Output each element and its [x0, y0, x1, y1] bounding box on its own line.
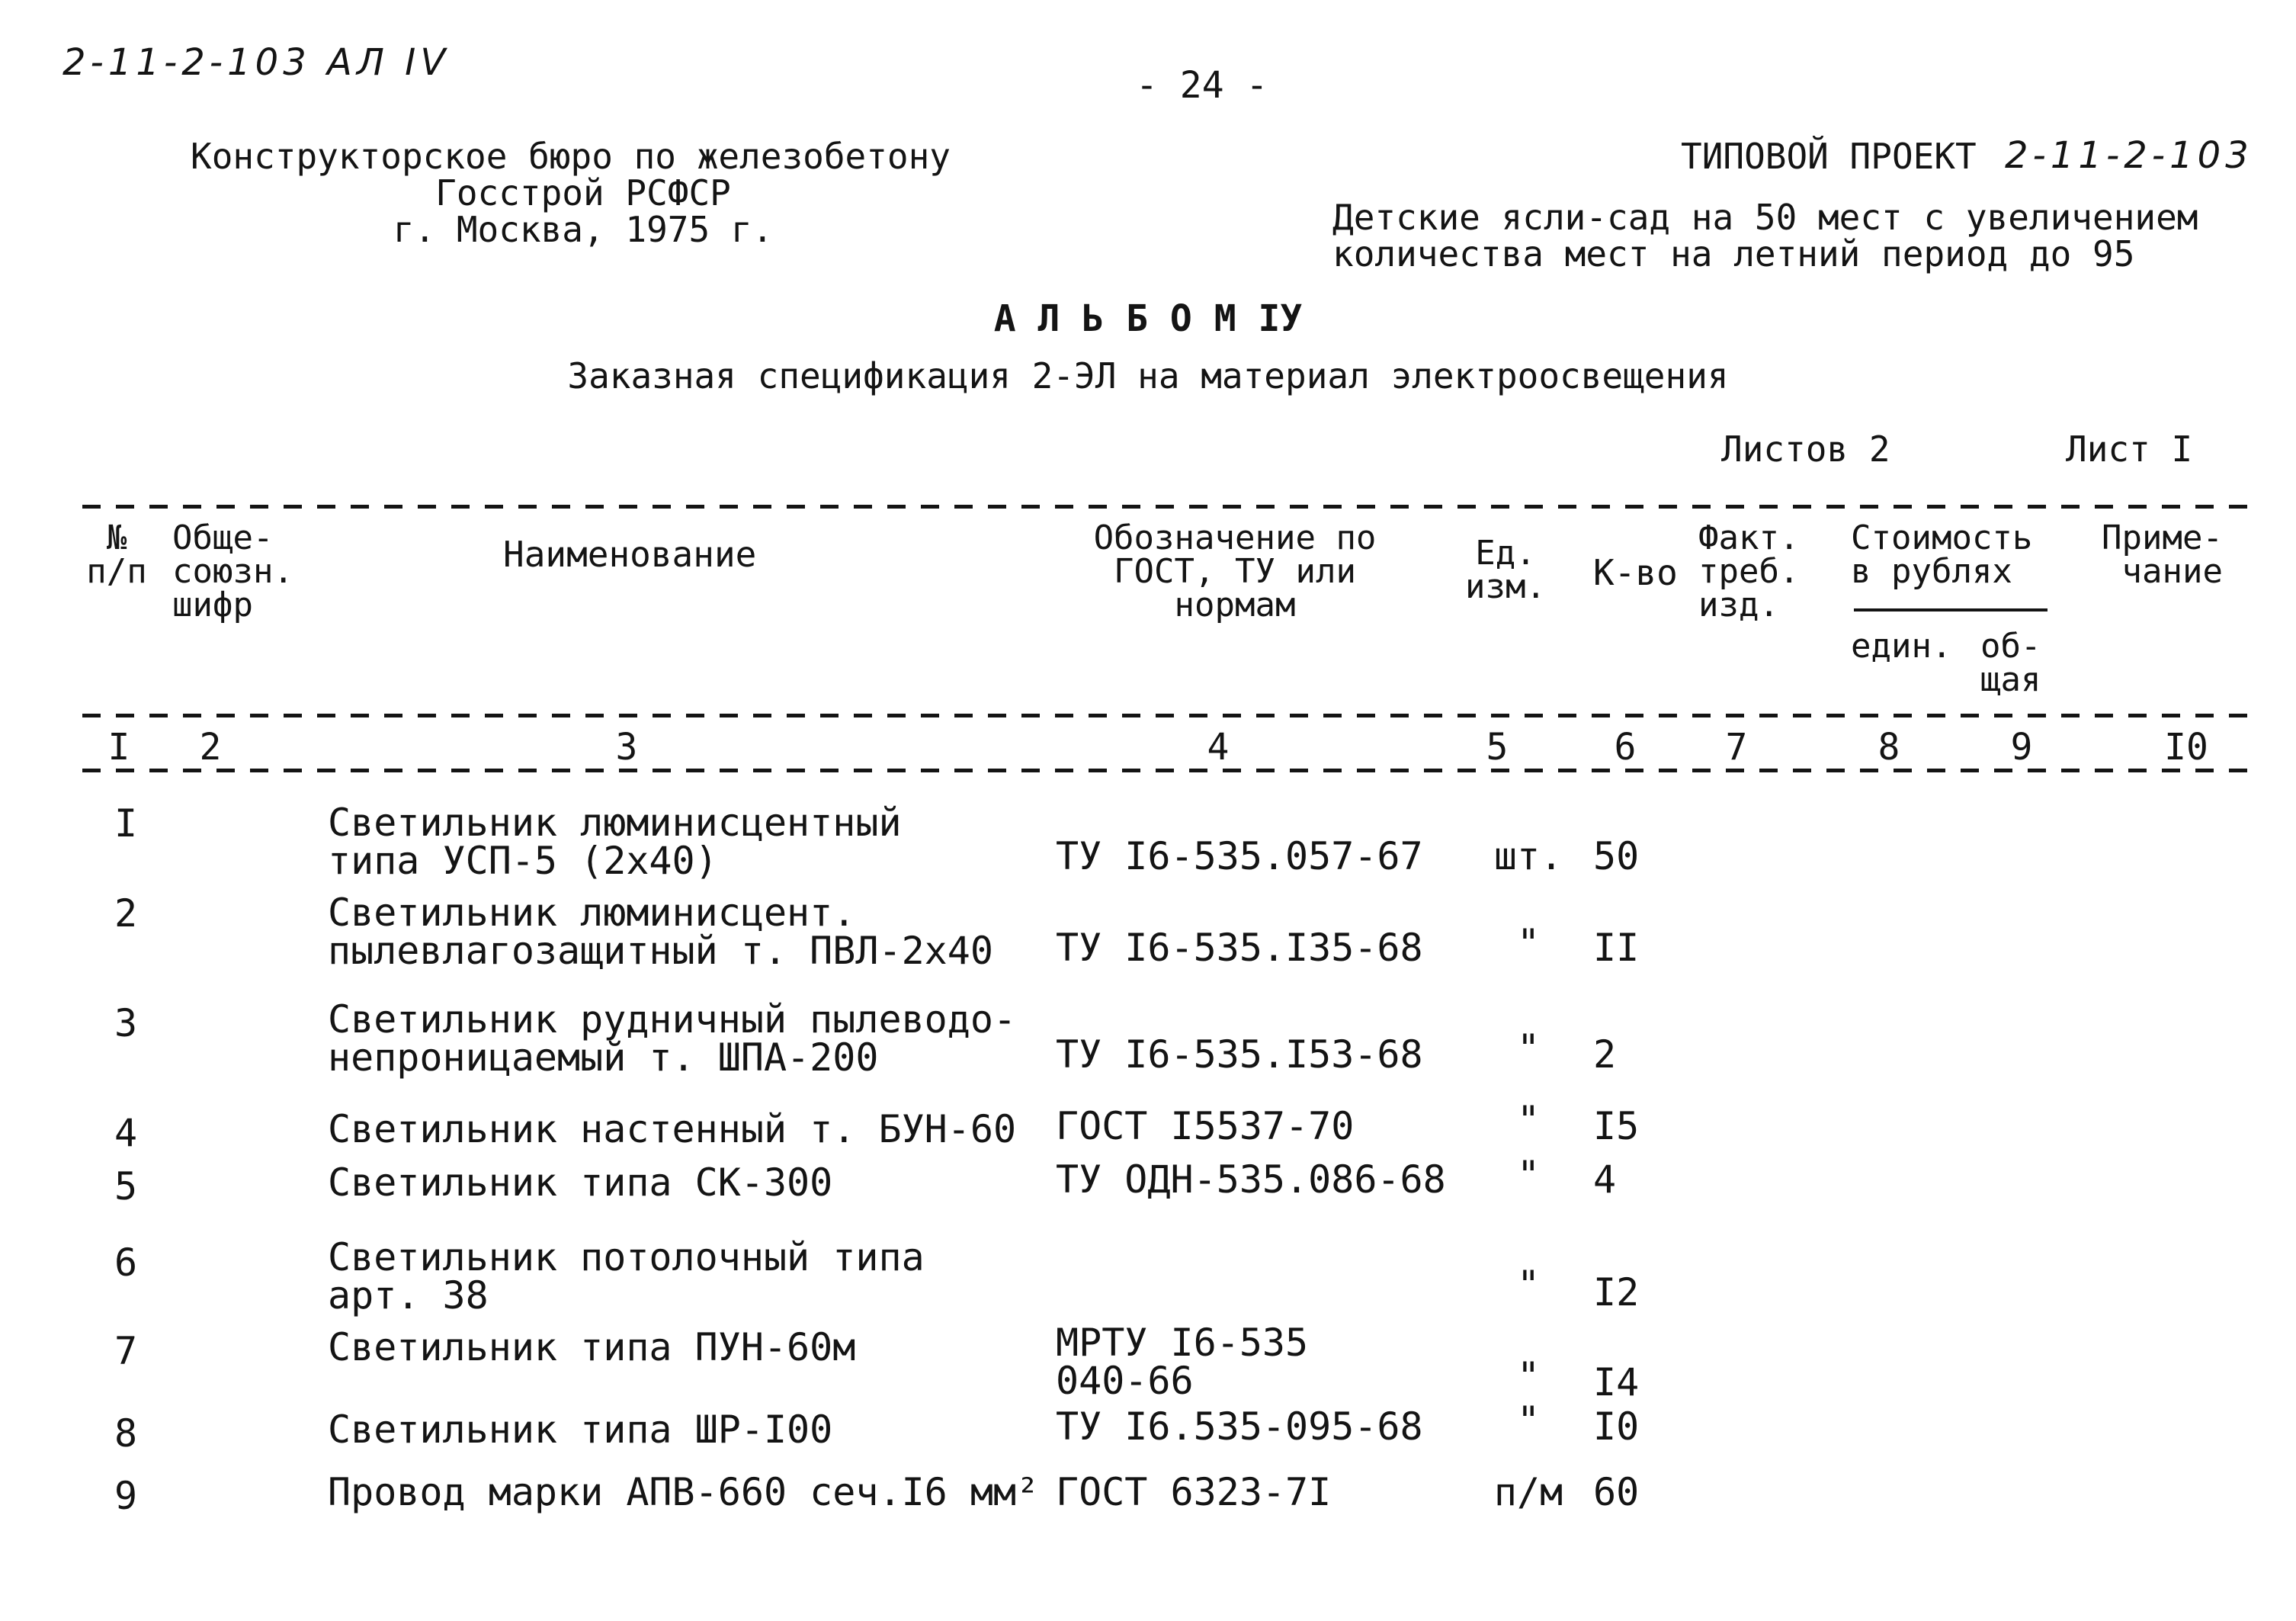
- header-cost-total: об- щая: [1980, 627, 2041, 699]
- row-qty: 2: [1593, 1032, 1617, 1077]
- row-number: 2: [114, 891, 138, 936]
- row-name: Светильник типа СК-300: [328, 1160, 833, 1205]
- column-number: 6: [1614, 726, 1637, 769]
- row-name: Светильник типа ПУН-60м: [328, 1325, 856, 1369]
- row-qty: I0: [1593, 1404, 1640, 1449]
- row-unit: п/м: [1493, 1470, 1563, 1514]
- row-number: 7: [114, 1329, 138, 1373]
- header-cost-unit: един.: [1851, 627, 1952, 666]
- row-number: 4: [114, 1111, 138, 1155]
- specification-title: Заказная спецификация 2-ЭЛ на материал электроосвещения: [567, 355, 1729, 396]
- row-number: 6: [114, 1241, 138, 1285]
- row-unit: ": [1516, 1263, 1541, 1307]
- row-qty: 60: [1593, 1470, 1640, 1514]
- row-name: Светильник потолочный типа арт. 38: [328, 1235, 925, 1318]
- row-unit: ": [1516, 1026, 1541, 1071]
- header-unit: Ед. изм.: [1465, 534, 1546, 606]
- row-unit: ": [1516, 1398, 1541, 1443]
- header-code: Обще- союзн. шифр: [172, 518, 293, 624]
- column-number: 7: [1725, 726, 1748, 769]
- column-number: 4: [1207, 726, 1230, 769]
- header-qty: К-во: [1593, 552, 1678, 593]
- column-numbers-rule: [82, 769, 2247, 772]
- project-desc-line-2: количества мест на летний период до 95: [1332, 233, 2135, 274]
- row-gost: ГОСТ I5537-70: [1056, 1104, 1355, 1148]
- row-qty: I4: [1593, 1360, 1640, 1404]
- row-unit: ": [1516, 1354, 1541, 1398]
- header-name: Наименование: [503, 534, 757, 575]
- row-name: Провод марки АПВ-660 сеч.I6 мм²: [328, 1470, 1040, 1514]
- sheets-total: Листов 2: [1721, 429, 1890, 470]
- org-line-3: г. Москва, 1975 г.: [393, 209, 774, 250]
- row-gost: ТУ ОДН-535.086-68: [1056, 1157, 1446, 1202]
- project-desc-line-1: Детские ясли-сад на 50 мест с увеличением: [1332, 197, 2198, 238]
- org-line-2: Госстрой РСФСР: [435, 172, 731, 213]
- row-number: I: [114, 801, 138, 846]
- row-gost: ТУ I6-535.I35-68: [1056, 926, 1423, 970]
- row-gost: ГОСТ 6323-7I: [1056, 1470, 1332, 1514]
- row-number: 5: [114, 1164, 138, 1209]
- album-title: А Л Ь Б О М IУ: [993, 297, 1303, 340]
- project-label: ТИПОВОЙ ПРОЕКТ: [1681, 136, 1977, 177]
- row-gost: ТУ I6-535.057-67: [1056, 834, 1423, 878]
- header-gost: Обозначение по ГОСТ, ТУ или нормам: [1093, 518, 1377, 624]
- row-number: 8: [114, 1411, 138, 1456]
- cost-header-rule: [1854, 608, 2047, 611]
- row-qty: 50: [1593, 834, 1640, 878]
- row-name: Светильник типа ШР-I00: [328, 1408, 833, 1452]
- org-line-1: Конструкторское бюро по железобетону: [191, 136, 951, 177]
- row-name: Светильник люминисцентный типа УСП-5 (2х40): [328, 801, 902, 883]
- row-unit: ": [1516, 921, 1541, 965]
- column-number: I0: [2164, 726, 2208, 769]
- row-name: Светильник люминисцент. пылевлагозащитный т. ПВЛ-2х40: [328, 891, 993, 973]
- row-number: 9: [114, 1474, 138, 1518]
- row-gost: МРТУ I6-535 040-66: [1056, 1321, 1309, 1403]
- row-qty: 4: [1593, 1157, 1617, 1202]
- row-name: Светильник настенный т. БУН-60: [328, 1107, 1017, 1151]
- header-cost: Стоимость в рублях: [1851, 518, 2033, 591]
- sheet-current: Лист I: [2066, 429, 2193, 470]
- table-top-rule: [82, 505, 2247, 509]
- row-unit: шт.: [1493, 834, 1563, 878]
- header-actual: Факт. треб. изд.: [1698, 518, 1800, 624]
- column-number: 9: [2010, 726, 2033, 769]
- row-name: Светильник рудничный пылеводо- непроницаемый т. ШПА-200: [328, 997, 1017, 1080]
- row-gost: ТУ I6-535.I53-68: [1056, 1032, 1423, 1077]
- header-bottom-rule: [82, 714, 2247, 717]
- row-gost: ТУ I6.535-095-68: [1056, 1404, 1423, 1449]
- row-qty: I5: [1593, 1104, 1640, 1148]
- column-number: 3: [615, 726, 638, 769]
- row-unit: ": [1516, 1153, 1541, 1197]
- column-number: I: [107, 726, 130, 769]
- corner-note: 2-11-2-103 АЛ IV: [63, 41, 451, 84]
- row-qty: I2: [1593, 1270, 1640, 1314]
- header-num: № п/п: [86, 518, 147, 591]
- column-number: 2: [199, 726, 222, 769]
- row-number: 3: [114, 1001, 138, 1045]
- column-number: 8: [1878, 726, 1900, 769]
- row-unit: ": [1516, 1098, 1541, 1142]
- page-number: - 24 -: [1136, 64, 1268, 107]
- row-qty: II: [1593, 926, 1640, 970]
- header-note: Приме- чание: [2102, 518, 2223, 591]
- column-number: 5: [1486, 726, 1509, 769]
- project-number: 2-11-2-103: [2005, 134, 2253, 177]
